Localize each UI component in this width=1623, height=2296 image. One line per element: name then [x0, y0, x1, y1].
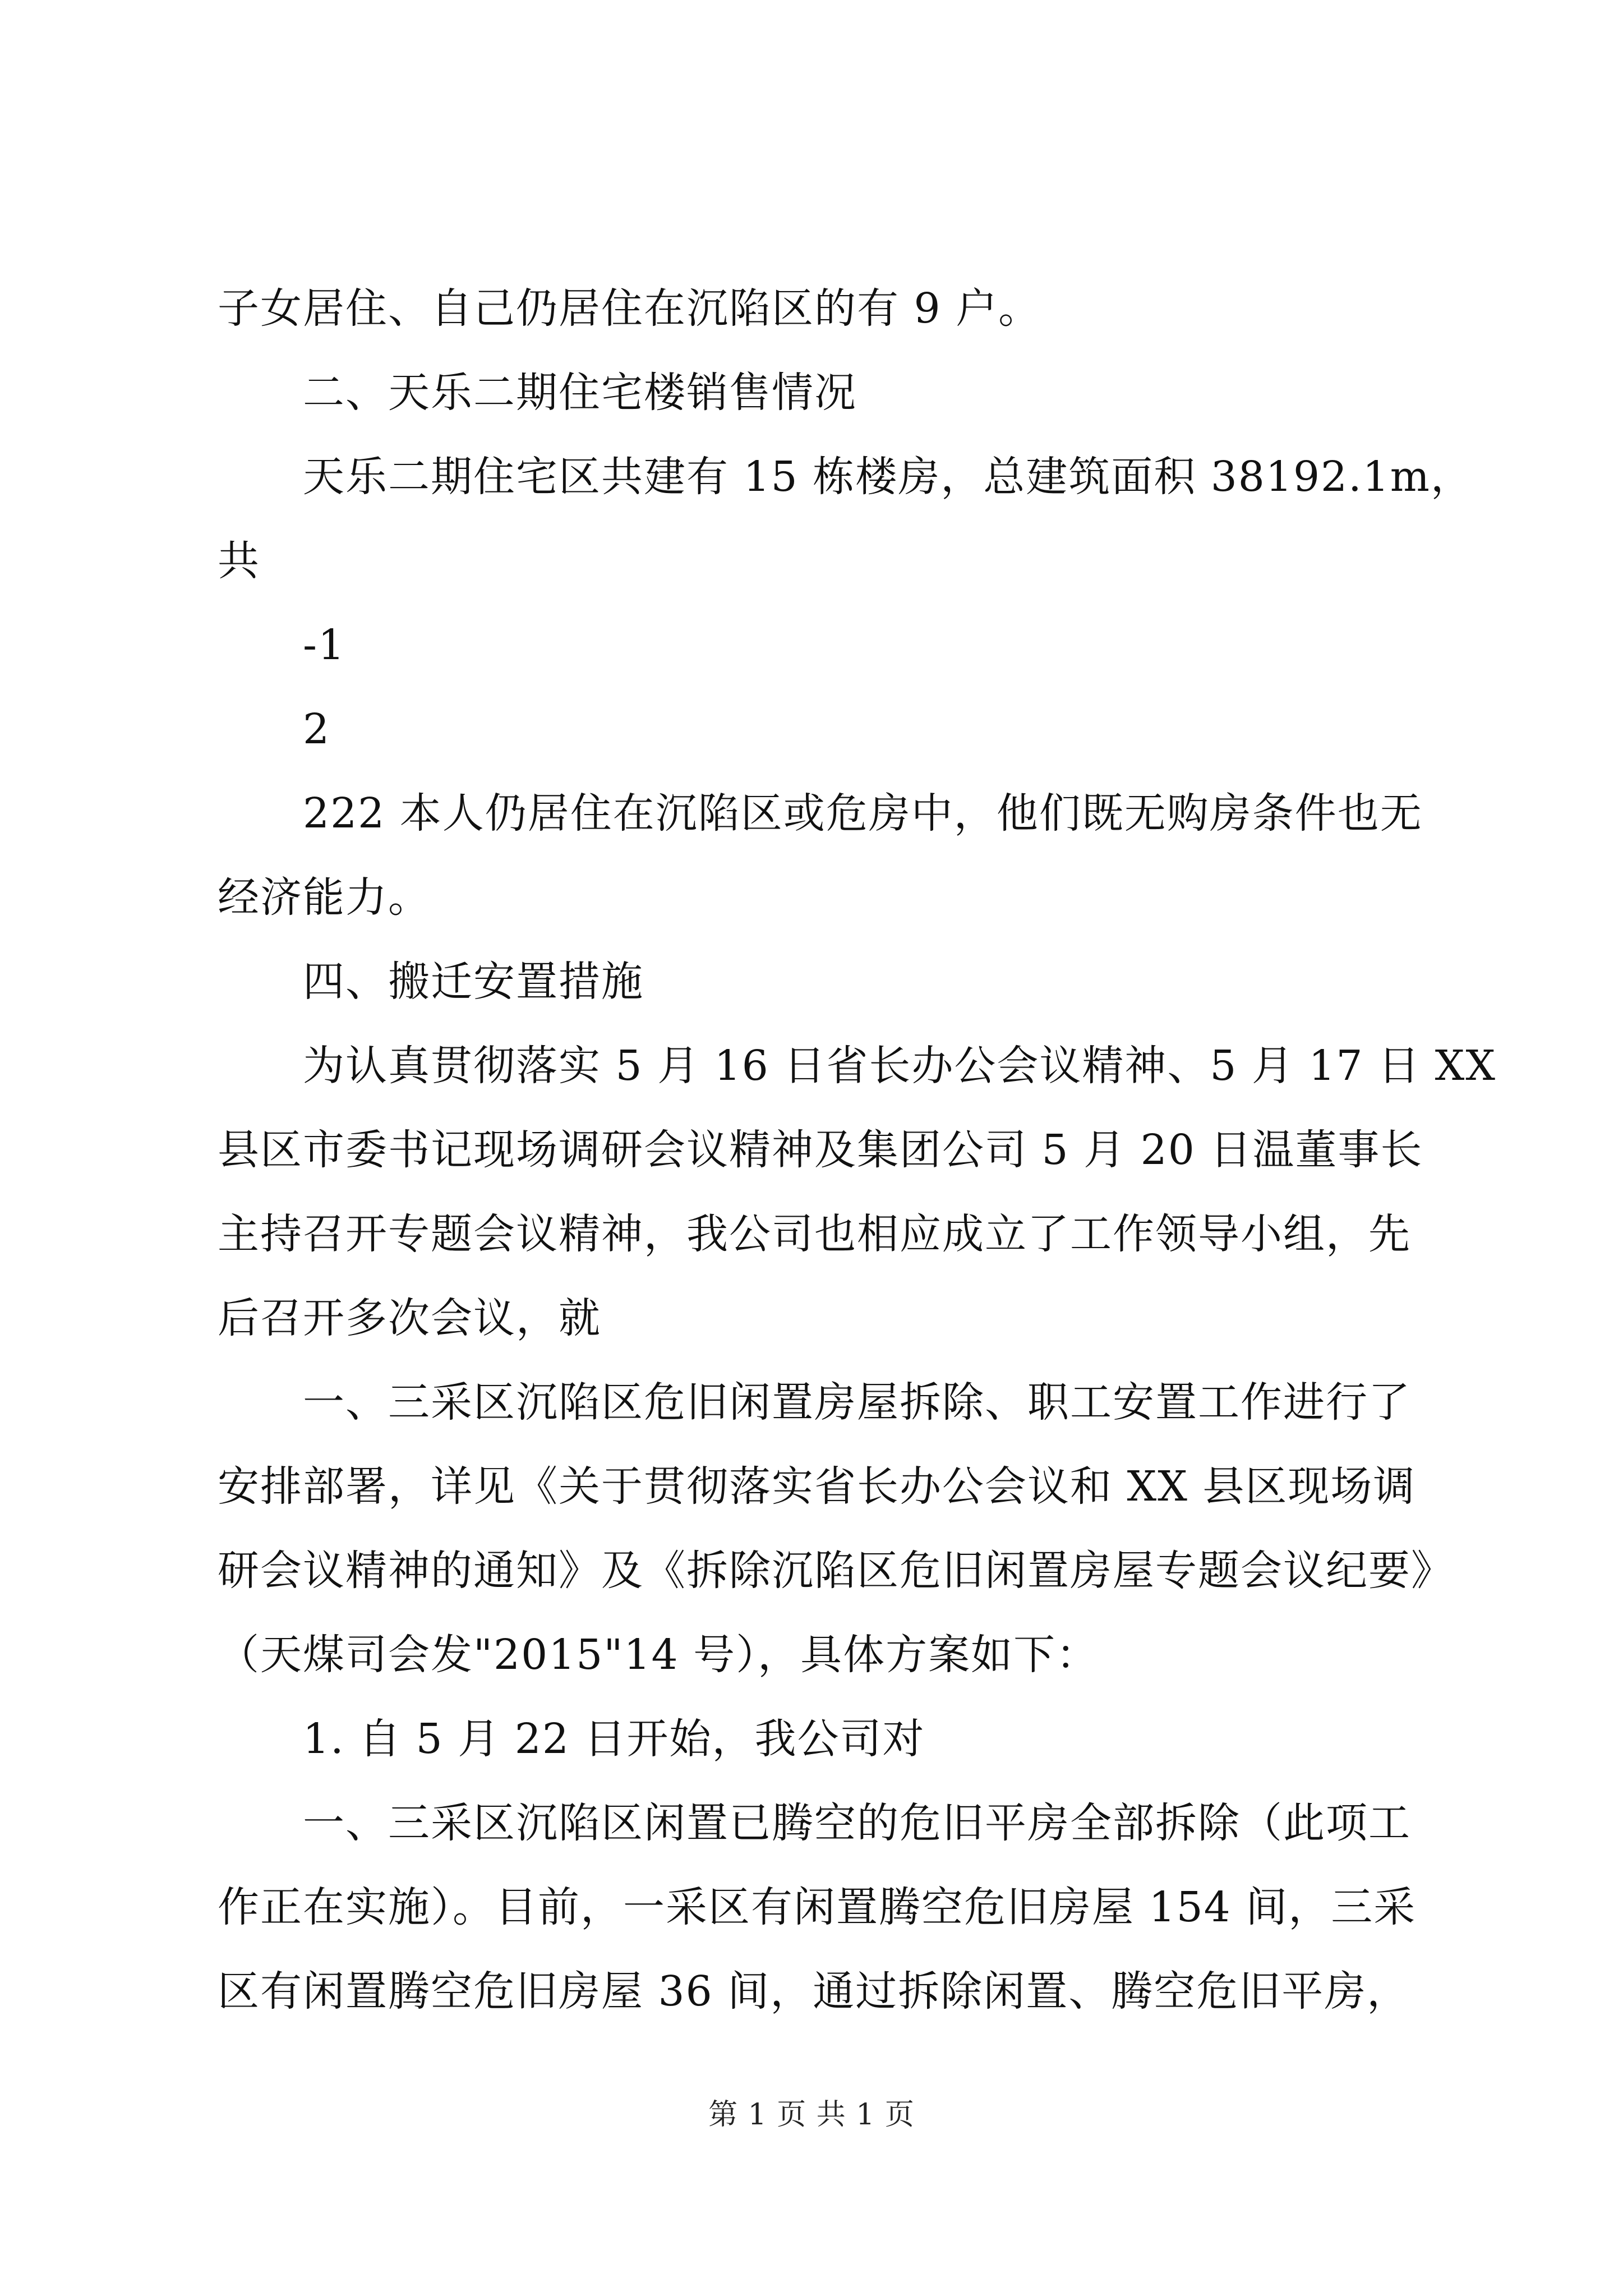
- text-line: 2: [303, 705, 331, 753]
- section-heading: 二、天乐二期住宅楼销售情况: [303, 369, 857, 417]
- text-line: 222 本人仍居住在沉陷区或危房中，他们既无购房条件也无: [303, 789, 1423, 838]
- text-line: 经济能力。: [218, 873, 431, 922]
- text-line: 主持召开专题会议精神，我公司也相应成立了工作领导小组，先: [218, 1210, 1411, 1258]
- text-line: 天乐二期住宅区共建有 15 栋楼房，总建筑面积 38192.1m，: [303, 453, 1473, 501]
- text-line: 为认真贯彻落实 5 月 16 日省长办公会议精神、5 月 17 日 XX: [303, 1042, 1497, 1090]
- text-line: 子女居住、自己仍居住在沉陷区的有 9 户。: [218, 284, 1041, 333]
- page-number-footer: 第 1 页 共 1 页: [708, 2098, 915, 2132]
- text-line: 1. 自 5 月 22 日开始，我公司对: [303, 1715, 925, 1763]
- text-line: 共: [218, 537, 260, 585]
- text-line: 安排部署，详见《关于贯彻落实省长办公会议和 XX 县区现场调: [218, 1462, 1416, 1511]
- text-line: 一、三采区沉陷区危旧闲置房屋拆除、职工安置工作进行了: [303, 1378, 1411, 1427]
- text-line: 研会议精神的通知》及《拆除沉陷区危旧闲置房屋专题会议纪要》: [218, 1547, 1454, 1595]
- text-line: （天煤司会发"2015"14 号），具体方案如下：: [218, 1631, 1099, 1679]
- text-line: 区有闲置腾空危旧房屋 36 间，通过拆除闲置、腾空危旧平房，: [218, 1967, 1410, 2016]
- text-line: 县区市委书记现场调研会议精神及集团公司 5 月 20 日温董事长: [218, 1126, 1423, 1174]
- text-line: 一、三采区沉陷区闲置已腾空的危旧平房全部拆除（此项工: [303, 1799, 1411, 1847]
- section-heading: 四、搬迁安置措施: [303, 958, 644, 1006]
- text-line: 后召开多次会议，就: [218, 1294, 601, 1342]
- text-line: 作正在实施）。目前，一采区有闲置腾空危旧房屋 154 间，三采: [218, 1883, 1417, 1931]
- document-body: [218, 266, 1497, 2033]
- text-line: -1: [303, 621, 346, 669]
